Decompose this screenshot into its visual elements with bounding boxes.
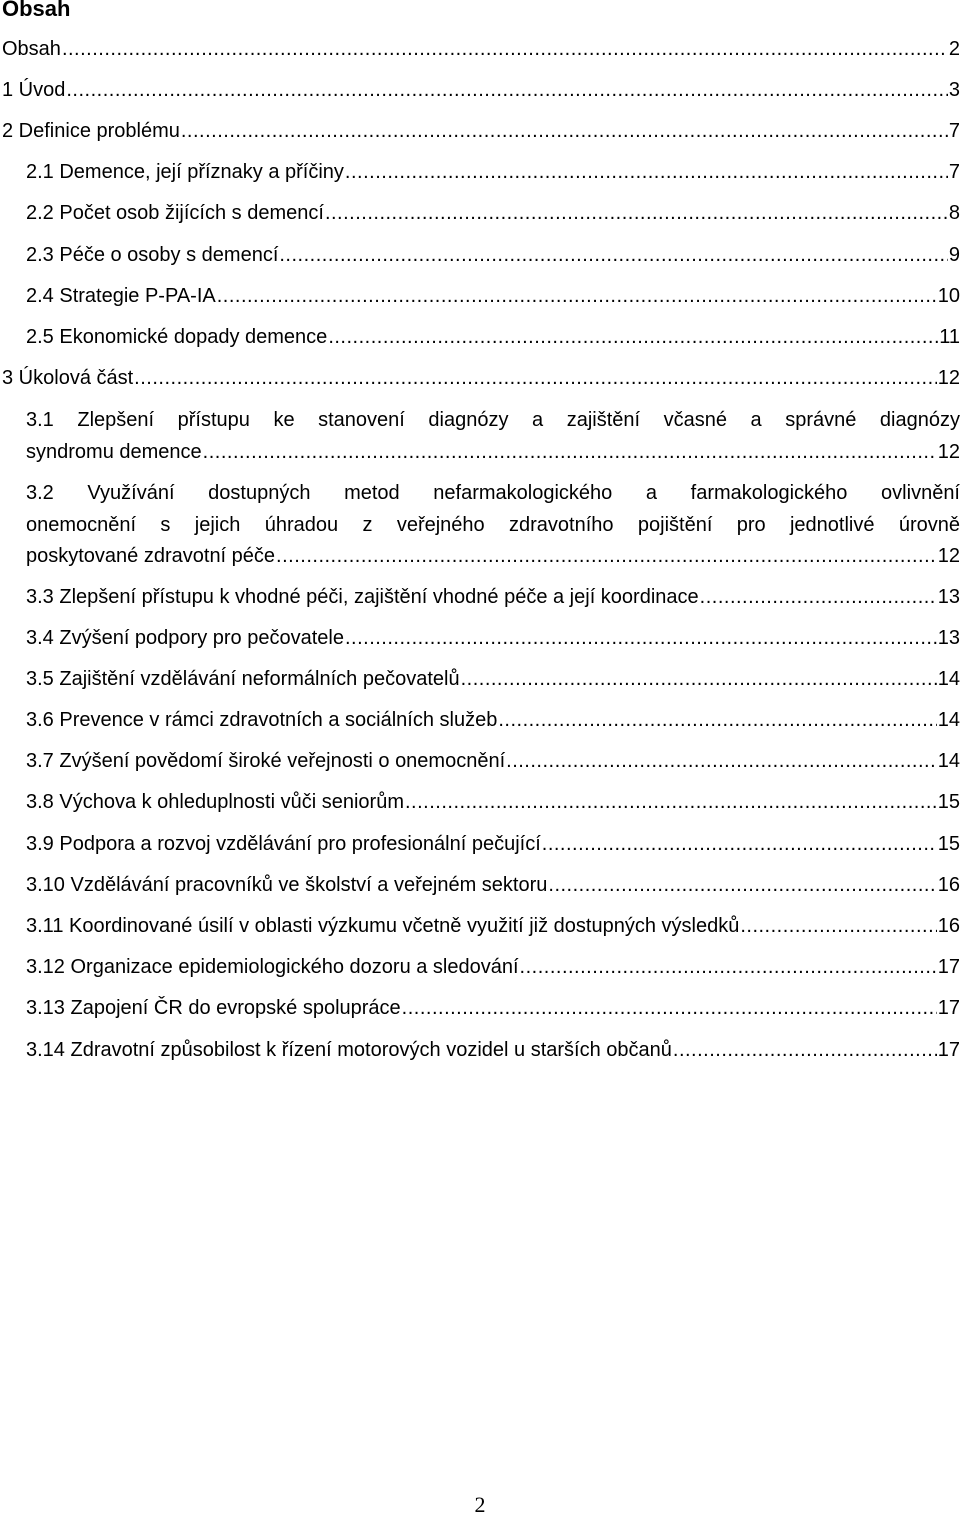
toc-entry-page: 12 bbox=[937, 367, 960, 389]
dot-leader bbox=[700, 582, 937, 613]
dot-leader bbox=[542, 829, 937, 860]
dot-leader bbox=[325, 198, 948, 229]
toc-entry-2-3[interactable] bbox=[26, 240, 960, 271]
toc-entry-3-1[interactable] bbox=[26, 437, 960, 468]
dot-leader bbox=[402, 993, 937, 1024]
toc-entry-page: 7 bbox=[948, 120, 960, 142]
toc-entry-3-13[interactable] bbox=[26, 993, 960, 1024]
toc-entry-page: 15 bbox=[937, 833, 960, 855]
toc-entry-2[interactable] bbox=[2, 116, 960, 147]
toc-entry-3-5[interactable] bbox=[26, 664, 960, 695]
toc-entry-label: 3 Úkolová část bbox=[2, 367, 134, 389]
toc-entry-label: 3.8 Výchova k ohleduplnosti vůči seniorům bbox=[26, 791, 404, 813]
toc-entry-3[interactable] bbox=[2, 363, 960, 394]
dot-leader bbox=[506, 746, 937, 777]
toc-entry-page: 3 bbox=[948, 79, 960, 101]
dot-leader bbox=[345, 623, 937, 654]
toc-entry-3-7[interactable] bbox=[26, 746, 960, 777]
toc-entry-3-2[interactable] bbox=[26, 541, 960, 572]
dot-leader bbox=[181, 116, 948, 147]
toc-entry-page: 14 bbox=[937, 668, 960, 690]
toc-entry-page: 12 bbox=[937, 545, 960, 567]
toc-entry-label: 3.7 Zvýšení povědomí široké veřejnosti o onemocnění bbox=[26, 750, 506, 772]
toc-entry-2-2[interactable] bbox=[26, 198, 960, 229]
toc-entry-page: 14 bbox=[937, 709, 960, 731]
toc-entry-page: 17 bbox=[937, 997, 960, 1019]
toc-entry-label: 2.2 Počet osob žijících s demencí bbox=[26, 202, 324, 224]
dot-leader bbox=[461, 664, 937, 695]
dot-leader bbox=[279, 240, 948, 271]
toc-entry-label: 3.12 Organizace epidemiologického dozoru a sledování bbox=[26, 956, 519, 978]
toc-entry-page: 10 bbox=[937, 285, 960, 307]
toc-entry-page: 17 bbox=[937, 1039, 960, 1061]
dot-leader bbox=[217, 281, 937, 312]
toc-entry-page: 16 bbox=[937, 874, 960, 896]
toc-entry-3-9[interactable] bbox=[26, 829, 960, 860]
toc-entry-label: 3.4 Zvýšení podpory pro pečovatele bbox=[26, 627, 344, 649]
toc-heading: Obsah bbox=[2, 0, 71, 21]
dot-leader bbox=[498, 705, 936, 736]
toc-entry-label: 3.13 Zapojení ČR do evropské spolupráce bbox=[26, 997, 401, 1019]
toc-entry-label: 3.3 Zlepšení přístupu k vhodné péči, zajištění vhodné péče a její koordinace bbox=[26, 586, 699, 608]
toc-entry-3-3[interactable] bbox=[26, 582, 960, 613]
toc-entry-page: 14 bbox=[937, 750, 960, 772]
toc-entry-page: 16 bbox=[937, 915, 960, 937]
dot-leader bbox=[345, 157, 948, 188]
toc-entry-label: 3.10 Vzdělávání pracovníků ve školství a veřejném sektoru bbox=[26, 874, 548, 896]
dot-leader bbox=[673, 1035, 937, 1066]
dot-leader bbox=[405, 787, 937, 818]
dot-leader bbox=[66, 75, 948, 106]
toc-entry-page: 12 bbox=[937, 441, 960, 463]
toc-entry-3-11[interactable] bbox=[26, 911, 960, 942]
toc-entry-label: 3.14 Zdravotní způsobilost k řízení motorových vozidel u starších občanů bbox=[26, 1039, 672, 1061]
toc-entry-label: 3.11 Koordinované úsilí v oblasti výzkumu včetně využití již dostupných výsledků bbox=[26, 915, 740, 937]
toc-entry-page: 8 bbox=[948, 202, 960, 224]
toc-entry-3-6[interactable] bbox=[26, 705, 960, 736]
toc-entry-label: 3.5 Zajištění vzdělávání neformálních pečovatelů bbox=[26, 668, 460, 690]
toc-entry-page: 2 bbox=[948, 38, 960, 60]
toc-entry-label: syndromu demence bbox=[26, 441, 202, 463]
toc-entry-3-2-line1[interactable]: 3.2 Využívání dostupných metod nefarmakologického a farmakologického ovlivnění bbox=[26, 482, 960, 504]
toc-entry-page: 15 bbox=[937, 791, 960, 813]
toc-entry-3-2-line2[interactable]: onemocnění s jejich úhradou z veřejného zdravotního pojištění pro jednotlivé úrovně bbox=[26, 514, 960, 536]
dot-leader bbox=[328, 322, 938, 353]
dot-leader bbox=[548, 870, 936, 901]
toc-entry-label: Obsah bbox=[2, 38, 61, 60]
toc-entry-2-4[interactable] bbox=[26, 281, 960, 312]
toc-entry-label: 3.9 Podpora a rozvoj vzdělávání pro profesionální pečující bbox=[26, 833, 541, 855]
toc-entry-label: poskytované zdravotní péče bbox=[26, 545, 276, 567]
dot-leader bbox=[740, 911, 936, 942]
toc-entry-page: 13 bbox=[937, 627, 960, 649]
toc-entry-page: 13 bbox=[937, 586, 960, 608]
dot-leader bbox=[520, 952, 937, 983]
toc-entry-3-1-line1[interactable]: 3.1 Zlepšení přístupu ke stanovení diagnózy a zajištění včasné a správné diagnózy bbox=[26, 409, 960, 431]
toc-entry-2-1[interactable] bbox=[26, 157, 960, 188]
toc-entry-page: 11 bbox=[939, 326, 960, 348]
dot-leader bbox=[276, 541, 937, 572]
toc-entry-page: 17 bbox=[937, 956, 960, 978]
toc-entry-label: 2.4 Strategie P-PA-IA bbox=[26, 285, 216, 307]
toc-entry-page: 9 bbox=[948, 244, 960, 266]
toc-entry-label: 1 Úvod bbox=[2, 79, 66, 101]
toc-entry-label: 2 Definice problému bbox=[2, 120, 180, 142]
toc-entry-3-14[interactable] bbox=[26, 1035, 960, 1066]
dot-leader bbox=[134, 363, 937, 394]
toc-entry-obsah[interactable] bbox=[2, 34, 960, 65]
dot-leader bbox=[203, 437, 937, 468]
toc-entry-label: 2.1 Demence, její příznaky a příčiny bbox=[26, 161, 344, 183]
dot-leader bbox=[62, 34, 948, 65]
page-number: 2 bbox=[474, 1492, 486, 1517]
toc-entry-3-8[interactable] bbox=[26, 787, 960, 818]
toc-entry-label: 2.5 Ekonomické dopady demence bbox=[26, 326, 328, 348]
toc-entry-label: 3.6 Prevence v rámci zdravotních a sociálních služeb bbox=[26, 709, 498, 731]
toc-entry-1[interactable] bbox=[2, 75, 960, 106]
toc-entry-2-5[interactable] bbox=[26, 322, 960, 353]
toc-entry-label: 2.3 Péče o osoby s demencí bbox=[26, 244, 279, 266]
toc-entry-3-10[interactable] bbox=[26, 870, 960, 901]
toc-entry-3-12[interactable] bbox=[26, 952, 960, 983]
toc-entry-page: 7 bbox=[948, 161, 960, 183]
toc-entry-3-4[interactable] bbox=[26, 623, 960, 654]
